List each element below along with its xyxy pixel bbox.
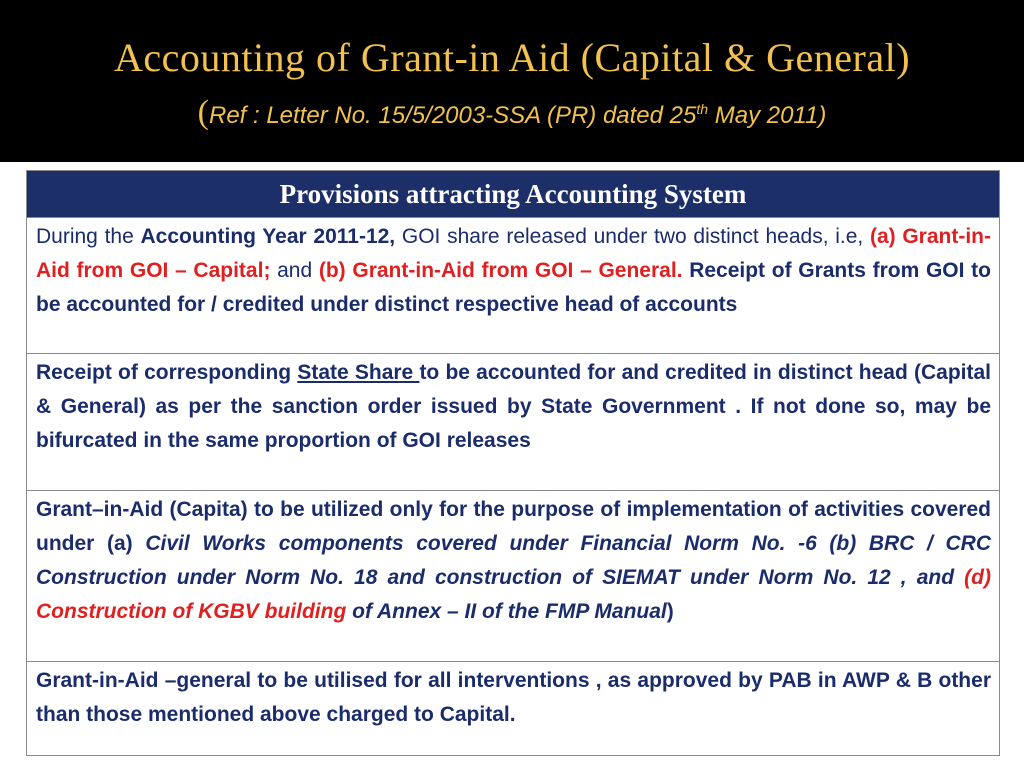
- row3-civil-works-text: Civil Works components covered under Financial Norm No. -6 (b) BRC / CRC Construction under Norm No. 18 and construction of SIEMAT under Norm No. 12 , and: [36, 532, 992, 589]
- table-cell-row1: [27, 218, 1000, 354]
- row1-receipt-text: Receipt of Grants from GOI to be accounted for / credited under distinct respective head of accounts: [36, 259, 991, 316]
- row1-text-and: and: [270, 259, 319, 282]
- row1-grant-general: (b) Grant-in-Aid from GOI – General.: [318, 259, 683, 282]
- row2-text-3: to be accounted for and credited in distinct head (Capital & General) as per the sanction order issued by State Government . If not done so, may be bifurcated in the same proportion of GOI releases: [36, 361, 991, 452]
- subtitle-ref-suffix: May 2011): [708, 102, 827, 129]
- table-row: [27, 491, 1000, 662]
- subtitle-open-paren: (: [197, 94, 209, 131]
- row3-text-1: Grant–in-Aid (Capita) to be utilized only for the purpose of implementation of activities covered under (a): [36, 498, 991, 555]
- row2-text-1: Receipt of corresponding: [36, 361, 298, 384]
- table-row: [27, 354, 1000, 491]
- subtitle-ref-text: Ref : Letter No. 15/5/2003-SSA (PR) dated 25: [208, 102, 697, 129]
- row3-annex-text: of Annex – II of the FMP Manual: [346, 600, 667, 623]
- row2-state-share: State Share: [297, 361, 420, 384]
- title-bar: [0, 0, 1024, 162]
- row1-grant-capital: (a) Grant-in-Aid from GOI – Capital;: [36, 225, 992, 282]
- table-cell-row3: [27, 491, 1000, 662]
- subtitle-ref-superscript: th: [696, 101, 709, 117]
- row1-text-3: GOI share released under two distinct heads, i.e,: [395, 225, 870, 248]
- row3-close-paren: ): [666, 600, 674, 623]
- table-row: [27, 218, 1000, 354]
- row1-text-1: During the: [36, 225, 141, 248]
- table-row: [27, 662, 1000, 756]
- slide-subtitle-reference: [0, 94, 1024, 132]
- slide-content: [0, 162, 1024, 768]
- provisions-table: [26, 170, 1000, 756]
- table-cell-row2: [27, 354, 1000, 491]
- row3-kgbv-text: (d) Construction of KGBV building: [36, 566, 991, 623]
- table-header-row: [27, 171, 1000, 218]
- row1-accounting-year: Accounting Year 2011-12,: [140, 225, 396, 248]
- table-header: Provisions attracting Accounting System: [27, 171, 1000, 218]
- slide-title: Accounting of Grant-in Aid (Capital & General): [113, 35, 911, 80]
- table-cell-row4: [27, 662, 1000, 756]
- row4-text: Grant-in-Aid –general to be utilised for all interventions , as approved by PAB in AWP & B other than those mentioned above charged to Capital.: [36, 669, 991, 726]
